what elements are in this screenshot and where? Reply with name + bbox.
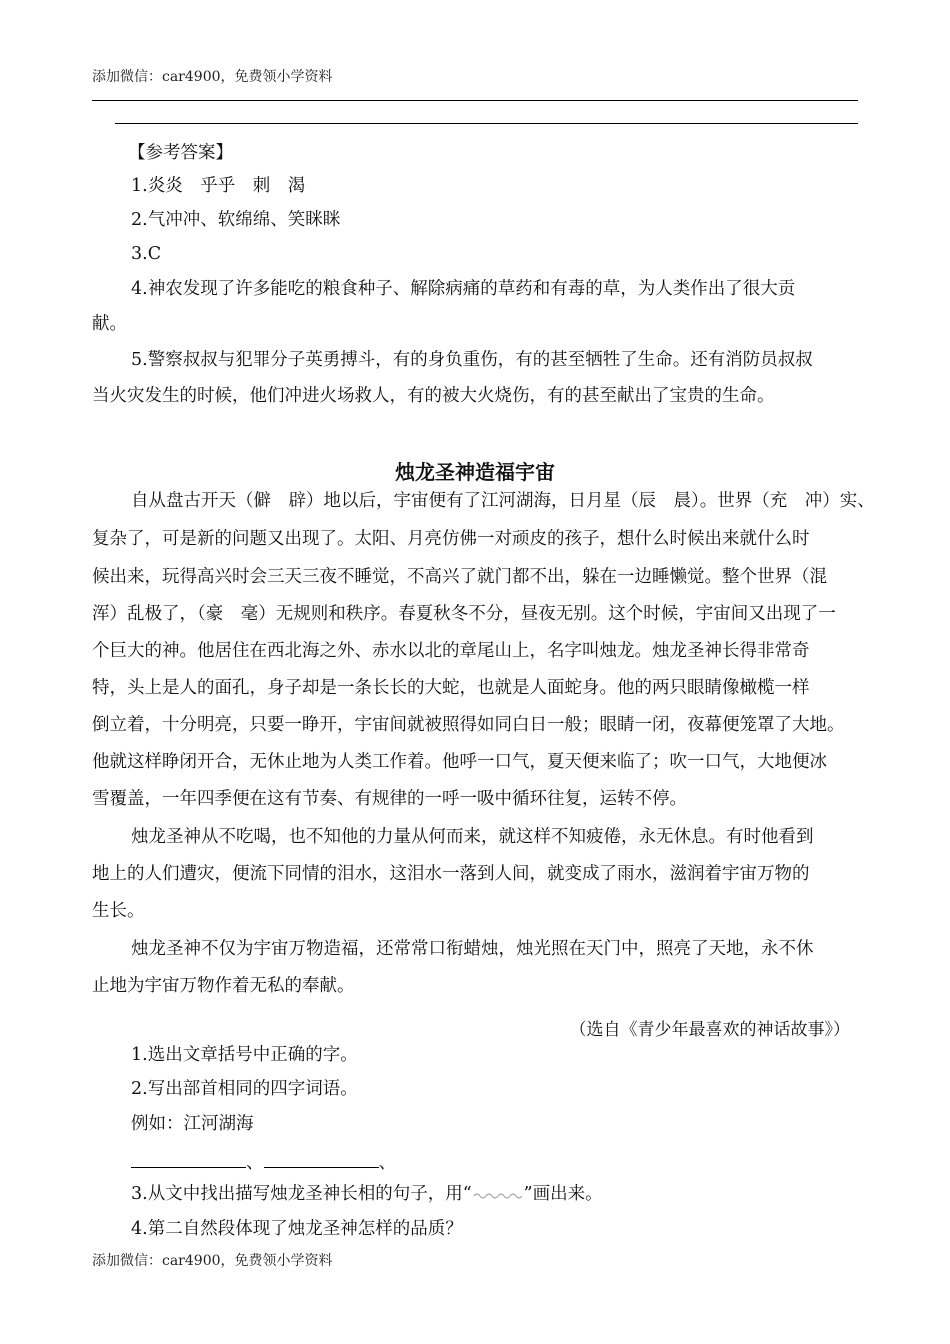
blank-separator: 、 <box>378 1153 396 1173</box>
answer-blanks <box>131 1151 396 1173</box>
page-header: 添加微信：car4900，免费领小学资料 <box>92 69 333 85</box>
answer-blank-2[interactable] <box>264 1151 379 1168</box>
page-footer: 添加微信：car4900，免费领小学资料 <box>92 1253 333 1269</box>
answer-2: 2.气冲冲、软绵绵、笑眯眯 <box>131 210 341 230</box>
answer-4-line-2: 献。 <box>92 314 127 334</box>
para1-line: 自从盘古开天（僻 辟）地以后，宇宙便有了江河湖海，日月星（辰 晨）。世界（充 冲）实、 <box>131 491 875 511</box>
answer-5-line-1: 5.警察叔叔与犯罪分子英勇搏斗，有的身负重伤，有的甚至牺牲了生命。还有消防员叔叔 <box>131 350 813 370</box>
blank-separator: 、 <box>246 1153 264 1173</box>
question-4: 4.第二自然段体现了烛龙圣神怎样的品质？ <box>131 1219 463 1239</box>
para1-line: 候出来，玩得高兴时会三天三夜不睡觉，不高兴了就门都不出，躲在一边睡懒觉。整个世界（混 <box>92 567 827 587</box>
para1-line: 特，头上是人的面孔，身子却是一条长长的大蛇，也就是人面蛇身。他的两只眼睛像橄榄一样 <box>92 678 810 698</box>
answer-4-line-1: 4.神农发现了许多能吃的粮食种子、解除病痛的草药和有毒的草，为人类作出了很大贡 <box>131 279 796 299</box>
answers-heading: 【参考答案】 <box>128 143 233 163</box>
para1-line: 浑）乱极了，（豪 毫）无规则和秩序。春夏秋冬不分，昼夜无别。这个时候，宇宙间又出现了一 <box>92 604 836 624</box>
para1-line: 复杂了，可是新的问题又出现了。太阳、月亮仿佛一对顽皮的孩子，想什么时候出来就什么时 <box>92 529 810 549</box>
question-3-text-a: 3.从文中找出描写烛龙圣神长相的句子，用“ <box>131 1184 472 1204</box>
header-rule <box>92 100 858 101</box>
question-2: 2.写出部首相同的四字词语。 <box>131 1079 358 1099</box>
article-title: 烛龙圣神造福宇宙 <box>395 460 555 484</box>
header-rule-2 <box>115 123 858 124</box>
answer-3: 3.C <box>131 244 162 264</box>
answer-5-line-2: 当火灾发生的时候，他们冲进火场救人，有的被大火烧伤，有的甚至献出了宝贵的生命。 <box>92 386 775 406</box>
question-3 <box>131 1186 603 1204</box>
example-line: 例如：江河湖海 <box>131 1114 254 1134</box>
para1-line: 他就这样睁闭开合，无休止地为人类工作着。他呼一口气，夏天便来临了；吹一口气，大地便冰 <box>92 752 827 772</box>
para2-line: 生长。 <box>92 901 145 921</box>
para1-line: 个巨大的神。他居住在西北海之外、赤水以北的章尾山上，名字叫烛龙。烛龙圣神长得非常奇 <box>92 641 810 661</box>
para1-line: 倒立着，十分明亮，只要一睁开，宇宙间就被照得如同白日一般；眼睛一闭，夜幕便笼罩了大地。 <box>92 715 845 735</box>
wavy-underline-mark <box>472 1187 524 1199</box>
question-1: 1.选出文章括号中正确的字。 <box>131 1045 358 1065</box>
para3-line: 烛龙圣神不仅为宇宙万物造福，还常常口衔蜡烛，烛光照在天门中，照亮了天地，永不休 <box>131 939 814 959</box>
para1-line: 雪覆盖，一年四季便在这有节奏、有规律的一呼一吸中循环往复，运转不停。 <box>92 789 687 809</box>
answer-blank-1[interactable] <box>131 1151 246 1168</box>
article-source: （选自《青少年最喜欢的神话故事》） <box>569 1020 850 1040</box>
question-3-text-b: ”画出来。 <box>523 1184 603 1204</box>
answer-1: 1.炎炎 乎乎 刺 渴 <box>131 176 306 196</box>
para2-line: 地上的人们遭灾，便流下同情的泪水，这泪水一落到人间，就变成了雨水，滋润着宇宙万物的 <box>92 864 810 884</box>
para2-line: 烛龙圣神从不吃喝，也不知他的力量从何而来，就这样不知疲倦，永无休息。有时他看到 <box>131 827 814 847</box>
para3-line: 止地为宇宙万物作着无私的奉献。 <box>92 976 355 996</box>
